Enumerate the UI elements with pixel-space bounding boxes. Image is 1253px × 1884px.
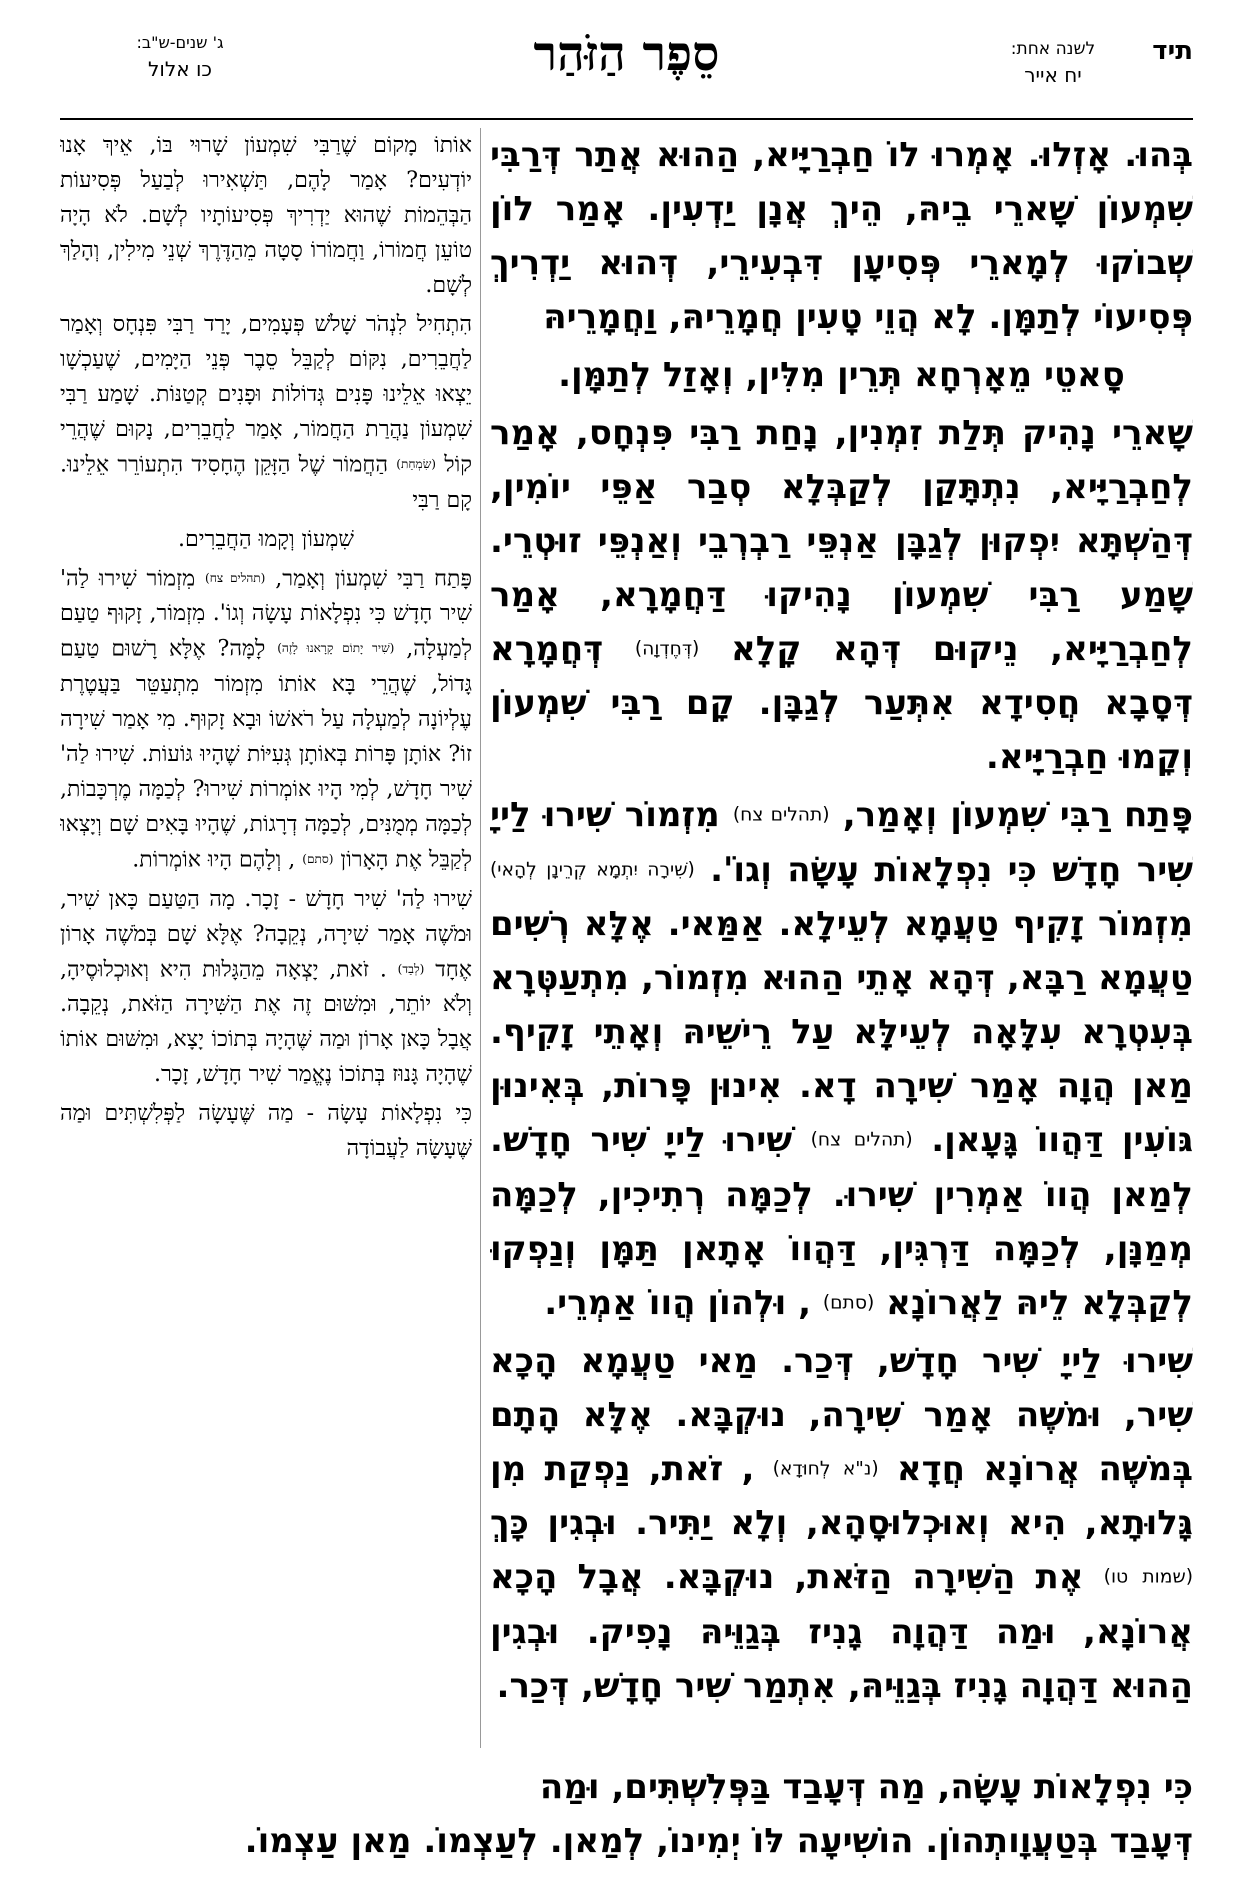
- hebrew-text: לָמָּה? אֶלָּא רָשׁוּם טַעַם גָּדוֹל, שֶׁהֲרֵי בָּא אוֹתוֹ מִזְמוֹר מִתְעַטֵּר בַּעֲטֶרֶת עֶלְיוֹנָה לְמַעְלָה עַל רֹאשׁוֹ וּבָא זָקוּף. מִי אָמַר שִׁירָה זוֹ? אוֹתָן פָּרוֹת בְּאוֹתָן גְּעִיּוֹת שֶׁהָיוּ גּוֹעוֹת. שִׁירוּ לַה' שִׁיר חָדָשׁ, לְמִי הָיוּ אוֹמְרוֹת שִׁירוּ? לְכַמָּה מֶרְכָּבוֹת, לְכַמָּה מְמֻנִּים, לְכַמָּה דְרָגוֹת, שֶׁהָיוּ בָּאִים שָׁם וְיָצְאוּ לְקַבֵּל אֶת הָאָרוֹן: [60, 636, 472, 873]
- aramaic-text: שִׁירוּ לַייָ שִׁיר חָדָשׁ. לְמַאן הֲווֹ אַמְרִין שִׁירוּ. לְכַמָּה רְתִיכִין, לְכַמָּה מְמַנָּן, לְכַמָּה דַּרְגִּין, דַּהֲווֹ אָתָאן תַּמָּן וְנַפְקוּ לְקַבְּלָא לֵיהּ לַאֲרוֹנָא: [490, 1120, 1193, 1323]
- textual-variant-note: (סתם): [302, 851, 334, 866]
- verse-citation: (תהלים צח): [205, 570, 266, 585]
- aramaic-paragraph: [490, 788, 1193, 1330]
- header-divider: [60, 118, 1193, 120]
- bottom-aramaic-text: [60, 1760, 1193, 1868]
- page-header: [60, 24, 1193, 124]
- bottom-line: דְּעָבַד בְּטַעֲוָותְהוֹן. הוֹשִׁיעָה לּוֹ יְמִינוֹ, לְמַאן. לְעַצְמוֹ. מַאן עַצְמוֹ.: [244, 1821, 1193, 1861]
- textual-variant-note: (דְּחֶדְוָה): [634, 638, 700, 660]
- aramaic-text: אֶת הַשִּׁירָה הַזֹּאת, נוּקְבָּא. אֲבָל הָכָא אֲרוֹנָא, וּמַה דַּהֲוָה גָנִיז בְּגַוֵּיהּ נָפִיק. וּבְגִין הַהוּא דַּהֲוָה גָנִיז בְּגַוֵּיהּ, אִתְמַר שִׁיר חָדָשׁ, דְּכַר.: [490, 1557, 1193, 1706]
- aramaic-text: שִׁירוּ לַייָ שִׁיר חָדָשׁ, דְּכַר. מַאי טַעֲמָא הָכָא שִׁיר, וּמֹשֶׁה אָמַר שִׁירָה, נוּקְבָּא. אֶלָּא הָתָם בְּמֹשֶׁה אֲרוֹנָא חֲדָא: [490, 1340, 1193, 1489]
- cycle-label: ג' שנים-ש"ב:: [136, 33, 224, 52]
- verse-citation: (תהלים צח): [810, 1129, 913, 1151]
- textual-variant-note: (שִׁירָה יִתְמָא קְרֵינָן לְהָאי): [490, 859, 695, 881]
- textual-variant-note: (שִׂמְחַת): [396, 457, 436, 471]
- aramaic-paragraph: סָאטֵי מֵאָרְחָא תְּרֵין מִלִּין, וְאָזַל לְתַמָּן.: [558, 355, 1125, 395]
- hebrew-text: הִתְחִיל לִנְהֹר שָׁלֹשׁ פְּעָמִים, יָרַד רַבִּי פִּנְחָס וְאָמַר לַחֲבֵרִים, נִקּוֹם לְקַבֵּל סֵבֶר פְּנֵי הַיָּמִים, שֶׁעַכְשָׁו יֵצְאוּ אֵלֵינוּ פָּנִים גְּדוֹלוֹת וּפָנִים קְטַנּוֹת. שָׁמַע רַבִּי שִׁמְעוֹן נַהֲרַת הַחֲמוֹר, אָמַר לַחֲבֵרִים, נָקוּם שֶׁהֲרֵי קוֹל: [60, 312, 472, 478]
- hebrew-text: , וְלָהֶם הָיוּ אוֹמְרוֹת.: [132, 847, 296, 873]
- study-date: יח אייר: [1024, 63, 1082, 87]
- aramaic-paragraph: [490, 406, 1193, 784]
- aramaic-text: שָׁארֵי נָהִיק תְּלַת זִמְנִין, נָחַת רַבִּי פִּנְחָס, אָמַר: [490, 413, 1193, 453]
- page-number: תיד: [1152, 36, 1193, 66]
- hebrew-paragraph: [60, 882, 472, 1093]
- textual-variant-note: (נ"א לְחוּדָא): [772, 1458, 879, 1480]
- hebrew-text: . זֹאת, יָצְאָה מֵהַגָּלוּת הִיא וְאוּכְלוּסֶיהָ, וְלֹא יוֹתֵר, וּמִשּׁוּם זֶה אֶת הַשִּׁירָה הַזֹּאת, נְקֵבָה. אֲבָל כָּאן אָרוֹן וּמַה שֶּׁהָיָה בְּתוֹכוֹ יָצָא, וּמִשּׁוּם אוֹתוֹ שֶׁהָיָה גָּנוּז בְּתוֹכוֹ נֶאֱמַר שִׁיר חָדָשׁ, זָכָר.: [60, 957, 472, 1088]
- hebrew-text: פָּתַח רַבִּי שִׁמְעוֹן וְאָמַר,: [275, 566, 472, 592]
- bottom-line: כִּי נִפְלָאוֹת עָשָׂה, מַה דְּעָבַד בַּפְּלִשְׁתִּים, וּמַה: [539, 1767, 1193, 1807]
- hebrew-paragraph: כִּי נִפְלָאוֹת עָשָׂה - מַה שֶּׁעָשָׂה לַפְּלִשְׁתִּים וּמַה שֶּׁעָשָׂה לַעֲבוֹדָה: [60, 1101, 472, 1162]
- verse-citation: (תהלים צח): [732, 804, 830, 826]
- hebrew-text: הַחֲמוֹר שֶׁל הַזָּקֵן הֶחָסִיד הִתְעוֹרֵר אֵלֵינוּ. קָם רַבִּי: [60, 452, 472, 513]
- aramaic-text: פָּתַח רַבִּי שִׁמְעוֹן וְאָמַר,: [842, 795, 1193, 836]
- cycle-date: כו אלול: [148, 57, 212, 81]
- aramaic-text-column: [490, 128, 1193, 1748]
- verse-citation: (שמות טו): [1103, 1566, 1193, 1588]
- hebrew-text: מִזְמוֹר שִׁירוּ לַה' שִׁיר חָדָשׁ כִּי נִפְלָאוֹת עָשָׂה וְגוֹ'. מִזְמוֹר, זָקוּף טַעַם לְמַעְלָה,: [60, 566, 472, 662]
- book-title: סֵפֶר הַזֹּהַר: [533, 26, 720, 82]
- study-schedule: [983, 36, 1123, 88]
- hebrew-paragraph: שִׁמְעוֹן וְקָמוּ הַחֲבֵרִים.: [178, 526, 354, 552]
- textual-variant-note: (שִׁיר יָתוֹם קָרָאנוּ לָזֶה): [277, 641, 395, 656]
- aramaic-text: , וּלְהוֹן הֲווֹ אַמְרֵי.: [544, 1282, 812, 1323]
- study-label: לשנה אחת:: [1010, 39, 1096, 59]
- hebrew-paragraph: [60, 307, 472, 518]
- hebrew-paragraph: [60, 561, 472, 878]
- hebrew-text: שִׁירוּ לַה' שִׁיר חָדָשׁ - זָכָר. מָה הַטַּעַם כָּאן שִׁיר, וּמֹשֶׁה אָמַר שִׁירָה, נְקֵבָה? אֶלָּא שָׁם בְּמֹשֶׁה אָרוֹן אֶחָד: [60, 886, 472, 983]
- aramaic-paragraph: בְּהוּ. אָזְלוּ. אָמְרוּ לוֹ חַבְרַיָּיא, הַהוּא אֲתַר דְּרַבִּי שִׁמְעוֹן שָׁארֵי בֵיהּ, הֵיךְ אֲנָן יַדְעִין. אָמַר לוֹן שְׁבוֹקוּ לְמָארֵי פְּסִיעָן דִּבְעִירֵי, דְּהוּא יַדְרִיךְ פְּסִיעוֹי לְתַמָּן. לָא הֲוֵי טָעִין חֲמָרֵיהּ, וַחֲמָרֵיהּ: [490, 135, 1193, 337]
- aramaic-text: דְּחֲמָרָא דְּסָבָא חֲסִידָא אִתְּעַר לְגַבָּן. קָם רַבִּי שִׁמְעוֹן וְקָמוּ חַבְרַיָּיא.: [490, 629, 1193, 778]
- hebrew-paragraph: אוֹתוֹ מָקוֹם שֶׁרַבִּי שִׁמְעוֹן שָׁרוּי בּוֹ, אֵיךְ אָנוּ יוֹדְעִים? אָמַר לָהֶם, תַּשְׁאִירוּ לְבַעַל פְּסִיעוֹת הַבְּהֵמוֹת שֶׁהוּא יַדְרִיךְ פְּסִיעוֹתָיו לְשָׁם. לֹא הָיָה טוֹעֵן חֲמוֹרוֹ, וַחֲמוֹרוֹ סָטָה מֵהַדֶּרֶךְ שְׁנֵי מִילִין, וְהָלַךְ לְשָׁם.: [60, 133, 472, 298]
- column-divider: [480, 128, 481, 1748]
- aramaic-text: לְחַבְרַיָּיא, נִתְתָּקַן לְקַבְּלָא סְבַר אַפֵּי יוֹמִין, דְּהַשְׁתָּא יִפְקוּן לְגַבָּן אַנְפֵּי רַבְרְבֵי וְאַנְפֵּי זוּטְרֵי. שָׁמַע רַבִּי שִׁמְעוֹן נָהִיקוּ דַּחֲמָרָא, אָמַר לְחַבְרַיָּיא, נֵיקוּם דְּהָא קָלָא: [490, 467, 1193, 669]
- textual-variant-note: (לְבַד): [397, 961, 425, 976]
- aramaic-paragraph: [490, 1334, 1193, 1713]
- aramaic-text: מִזְמוֹר שִׁירוּ לַייָ שִׁיר חָדָשׁ כִּי נִפְלָאוֹת עָשָׂה וְגוֹ'.: [490, 795, 1193, 890]
- hebrew-translation-column: [60, 128, 472, 1748]
- aramaic-text: , זֹאת, נַפְקַת מִן גָּלוּתָא, הִיא וְאוּכְלוּסָהָא, וְלָא יַתִּיר. וּבְגִין כָּךְ: [490, 1448, 1193, 1544]
- aramaic-text: מִזְמוֹר זָקִיף טַעֲמָא לְעֵילָא. אַמַּאי. אֶלָּא רְשִׁים טַעֲמָא רַבָּא, דְּהָא אָתֵי הַהוּא מִזְמוֹר, מִתְעַטְּרָא בְּעִטְרָא עִלָּאָה לְעֵילָּא עַל רֵישֵׁיהּ וְאָתֵי זָקִיף. מַאן הֲוָה אָמַר שִׁירָה דָא. אִינוּן פָּרוֹת, בְּאִינוּן גּוֹעִין דַּהֲווֹ גָּעָאן.: [490, 904, 1193, 1161]
- textual-variant-note: (סתם): [822, 1291, 875, 1313]
